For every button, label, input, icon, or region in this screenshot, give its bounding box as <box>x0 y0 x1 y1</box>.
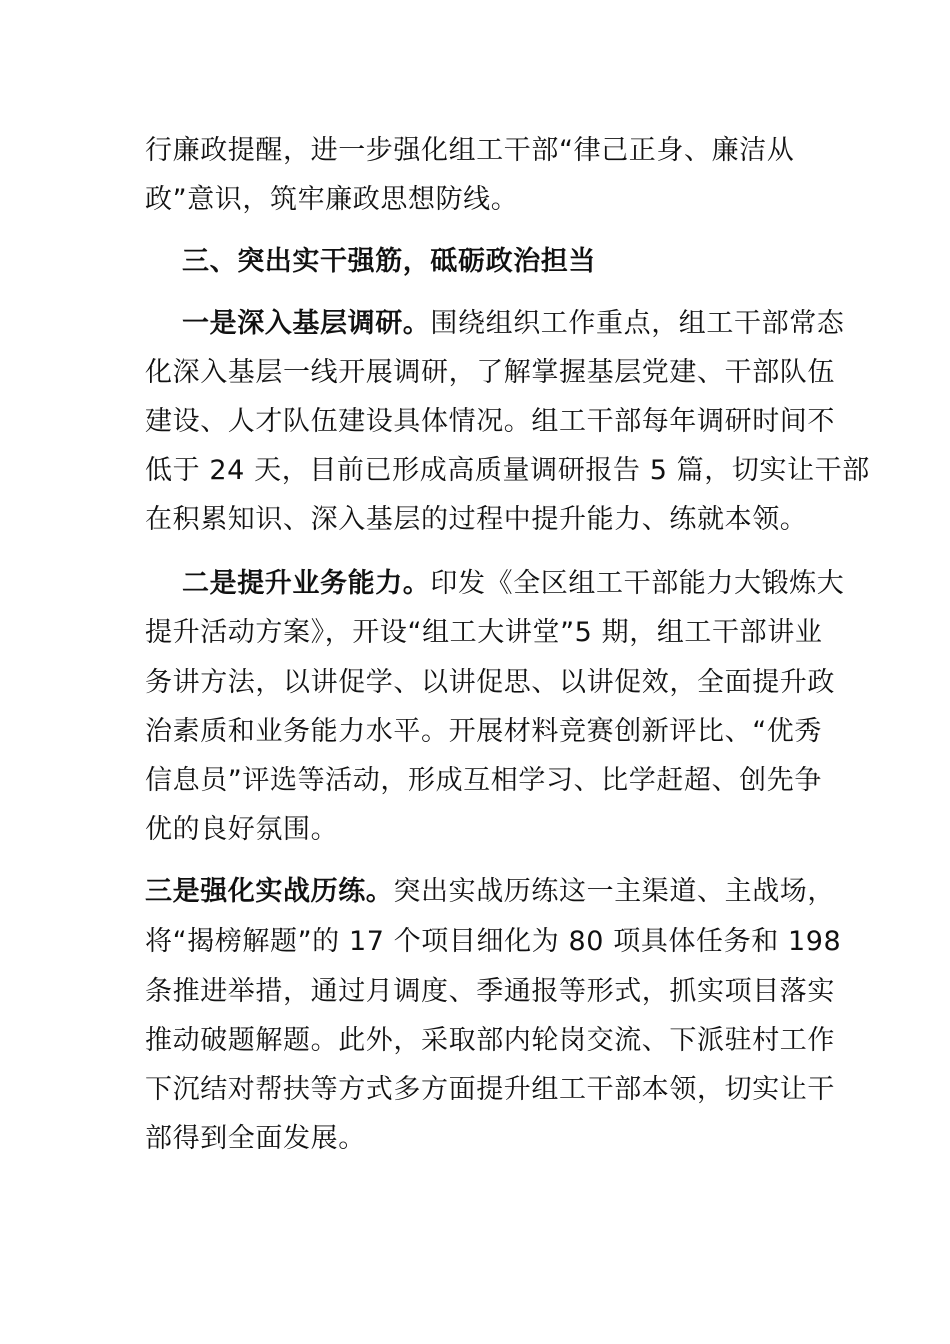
text-run: 化深入基层一线开展调研，了解掌握基层党建、干部队伍 <box>145 357 835 388</box>
paragraph-line <box>145 972 835 1012</box>
text-run: 低于 24 天，目前已形成高质量调研报告 5 篇，切实让干部 <box>145 455 870 486</box>
text-run: 印发《全区组工干部能力大锻炼大 <box>430 568 845 599</box>
paragraph-line <box>145 613 822 653</box>
text-run: 推动破题解题。此外，采取部内轮岗交流、下派驻村工作 <box>145 1025 835 1056</box>
text-run: 务讲方法，以讲促学、以讲促思、以讲促效，全面提升政 <box>145 667 835 698</box>
text-run: 部得到全面发展。 <box>145 1123 366 1154</box>
paragraph-line <box>145 402 835 442</box>
paragraph-line <box>145 353 835 393</box>
section-heading-text: 三、突出实干强筋，砥砺政治担当 <box>182 246 596 277</box>
text-run: 在积累知识、深入基层的过程中提升能力、练就本领。 <box>145 504 808 535</box>
paragraph-line <box>145 810 338 850</box>
text-run: 下沉结对帮扶等方式多方面提升组工干部本领，切实让干 <box>145 1074 835 1105</box>
item-lead-bold: 二是提升业务能力。 <box>182 568 431 599</box>
paragraph-line <box>182 304 844 344</box>
text-run: 政”意识，筑牢廉政思想防线。 <box>145 184 519 215</box>
paragraph-line <box>145 663 835 703</box>
text-run: 将“揭榜解题”的 17 个项目细化为 80 项具体任务和 198 <box>145 926 842 957</box>
paragraph-line <box>145 500 807 540</box>
text-run: 条推进举措，通过月调度、季通报等形式，抓实项目落实 <box>145 976 835 1007</box>
paragraph-line <box>145 1119 366 1159</box>
paragraph-line <box>145 131 794 171</box>
text-run: 建设、人才队伍建设具体情况。组工干部每年调研时间不 <box>145 406 835 437</box>
section-heading <box>182 242 596 282</box>
text-run: 突出实战历练这一主渠道、主战场， <box>393 876 836 907</box>
paragraph-line <box>145 712 822 752</box>
paragraph-line <box>145 180 518 220</box>
paragraph-line <box>145 922 841 962</box>
paragraph-line <box>145 1070 835 1110</box>
paragraph-line <box>145 1021 835 1061</box>
item-lead-bold: 三是强化实战历练。 <box>145 876 394 907</box>
paragraph-line <box>182 564 844 604</box>
paragraph-line <box>145 761 822 801</box>
paragraph-line <box>145 451 870 491</box>
text-run: 提升活动方案》，开设“组工大讲堂”5 期，组工干部讲业 <box>145 617 823 648</box>
text-run: 围绕组织工作重点，组工干部常态 <box>430 308 845 339</box>
text-run: 行廉政提醒，进一步强化组工干部“律己正身、廉洁从 <box>145 135 795 166</box>
text-run: 治素质和业务能力水平。开展材料竞赛创新评比、“优秀 <box>145 716 822 747</box>
item-lead-bold: 一是深入基层调研。 <box>182 308 431 339</box>
text-run: 信息员”评选等活动，形成互相学习、比学赶超、创先争 <box>145 765 822 796</box>
text-run: 优的良好氛围。 <box>145 814 339 845</box>
paragraph-line <box>145 872 835 912</box>
